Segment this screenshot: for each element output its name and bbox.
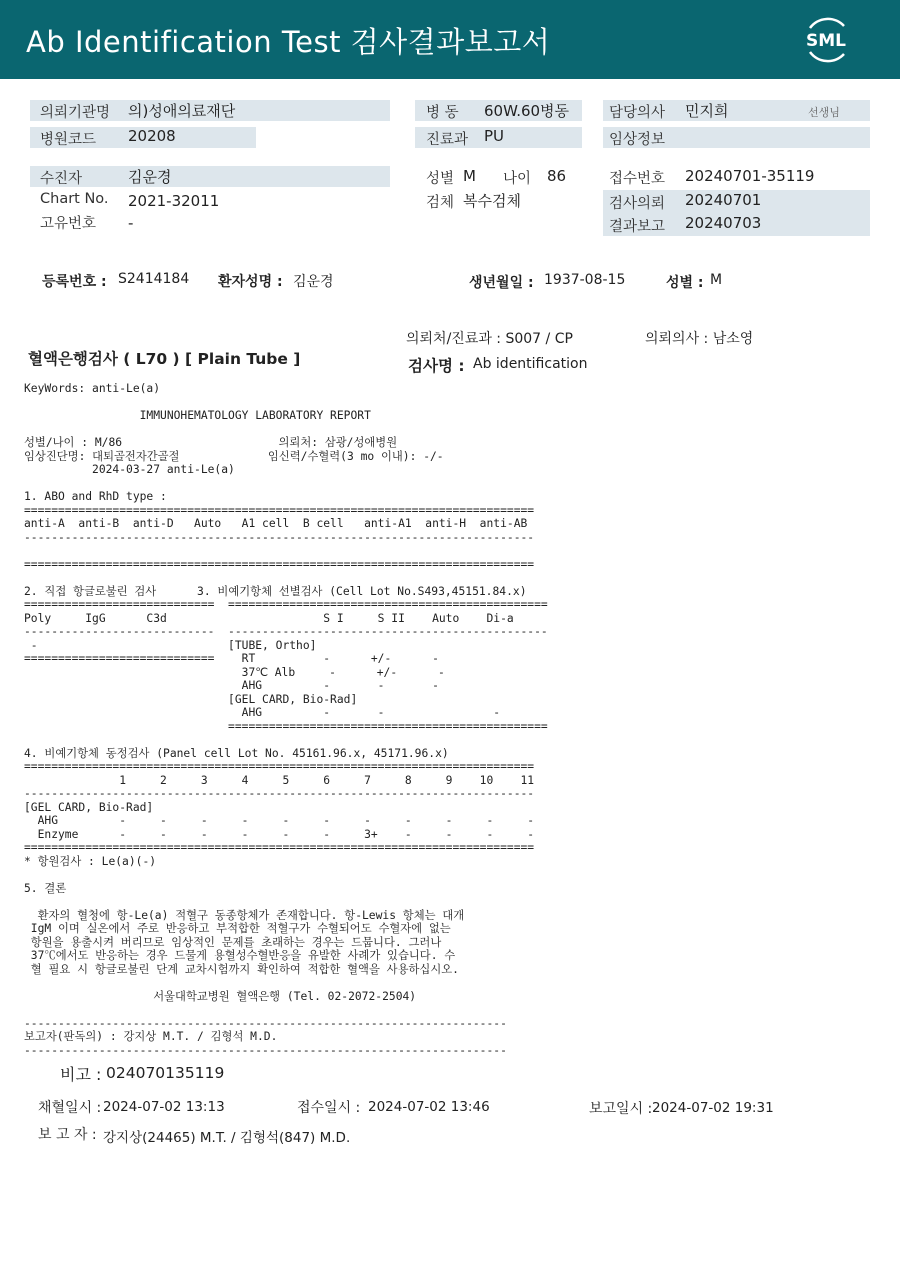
reg-label: 등록번호 : — [42, 274, 107, 290]
clinical-label: 임상정보 — [609, 132, 666, 148]
report-body: KeyWords: anti-Le(a) IMMUNOHEMATOLOGY LABORATORY REPORT 성별/나이 : M/86 의뢰처: 삼광/성애병원 임상진단명: 대퇴골전자간골절 임신력/수혈력(3 mo 이내): -/- 2024-03-27 anti-Le(a) 1. ABO and RhD type : =========================================================================== anti-A anti-B anti-D Auto A1 cell B cell anti-A1 anti-H anti-AB --------------------------------------------------------------------------- =========================================================================== 2. 직접 항글로불린 검사 3. 비예기항체 선별검사 (Cell Lot No.S493,45151.84.x) ============================ =============================================== Poly IgG C3d S I S II Auto Di-a ---------------------------- ----------------------------------------------- - [TUBE, Ortho] ============================ RT - +/- - 37℃ Alb - +/- - AHG - - - [GEL CARD, Bio-Rad] AHG - - - =============================================== 4. 비예기항체 동정검사 (Panel cell Lot No. 45161.96.x, 45171.96.x) =========================================================================== 1 2 3 4 5 6 7 8 9 10 11 --------------------------------------------------------------------------- [GEL CARD, Bio-Rad] AHG - - - - - - - - - - - Enzyme - - - - - - 3+ - - - - =========================================================================== * 항원검사 : Le(a)(-) 5. 결론 환자의 혈청에 항-Le(a) 적혈구 동종항체가 존재합니다. 항-Lewis 항체는 대개 IgM 이며 실온에서 주로 반응하고 부적합한 적혈구가 수혈되어도 수혈자에 없는 항원을 용출시켜 버리므로 임상적인 문제를 초래하는 경우는 드뭅니다. 그러나 37℃에서도 반응하는 경우 드물게 용혈성수혈반응을 유발한 사례가 있습니다. 수 혈 필요 시 항글로불린 단계 교차시험까지 확인하여 적합한 혈액을 사용하십시오. 서울대학교병원 혈액은행 (Tel. 02-2072-2504) ----------------------------------------------------------------------- 보고자(판독의) : 강지상 M.T. / 김형석 M.D. ----------------------------------------------------------------------- — [24, 382, 548, 1057]
report-value: 2024-07-02 19:31 — [652, 1100, 774, 1116]
patient-value: 김운경 — [128, 168, 172, 186]
chart-value: 2021-32011 — [128, 192, 220, 210]
ward-value: 60W.60병동 — [484, 102, 570, 120]
sex2-label: 성별 : — [666, 275, 704, 291]
doctor-suffix: 선생님 — [808, 106, 840, 119]
uid-label: 고유번호 — [40, 216, 97, 232]
note-value: 024070135119 — [106, 1064, 225, 1082]
dept-label: 진료과 — [426, 132, 469, 148]
reporter-value: 강지상(24465) M.T. / 김형석(847) M.D. — [103, 1130, 351, 1146]
sex-label: 성별 — [426, 171, 455, 187]
sml-logo — [800, 14, 852, 64]
rep-label: 결과보고 — [609, 219, 666, 235]
uid-value: - — [128, 214, 134, 232]
recv-label: 접수번호 — [609, 171, 666, 187]
dob-value: 1937-08-15 — [544, 272, 626, 288]
hospcode-label: 병원코드 — [40, 132, 97, 148]
reg-value: S2414184 — [118, 271, 190, 287]
exam-doctor-line: 의뢰의사 : 남소영 — [645, 331, 754, 347]
age-value: 86 — [547, 167, 567, 185]
org-value: 의)성애의료재단 — [128, 102, 236, 120]
org-label: 의뢰기관명 — [40, 105, 111, 121]
collect-label: 채혈일시 : — [38, 1100, 102, 1116]
report-header — [0, 0, 900, 79]
logo-text: SML — [806, 31, 846, 51]
req-label: 검사의뢰 — [609, 196, 666, 212]
name-label: 환자성명 : — [218, 274, 283, 290]
specimen-label: 검체 — [426, 195, 455, 211]
sex-value: M — [463, 167, 476, 185]
dept-value: PU — [484, 127, 505, 145]
patient-label: 수진자 — [40, 171, 83, 187]
hospcode-value: 20208 — [128, 127, 176, 145]
doctor-label: 담당의사 — [609, 105, 666, 121]
report-title: Ab Identification Test 검사결과보고서 — [26, 25, 551, 59]
exam-dept-line: 의뢰처/진료과 : S007 / CP — [406, 331, 573, 347]
chart-label: Chart No. — [40, 191, 109, 207]
name-value: 김운경 — [293, 274, 334, 290]
reporter-label: 보 고 자 : — [38, 1127, 97, 1143]
report-label: 보고일시 : — [589, 1101, 653, 1117]
recv-value: 20240701-35119 — [685, 167, 815, 185]
section-title: 혈액은행검사 ( L70 ) [ Plain Tube ] — [28, 350, 301, 368]
age-label: 나이 — [503, 171, 532, 187]
exam-name-label: 검사명 : — [408, 357, 465, 375]
rep-value: 20240703 — [685, 214, 762, 232]
ward-label: 병 동 — [426, 105, 459, 121]
patient-box — [30, 166, 390, 187]
dob-label: 생년월일 : — [469, 275, 534, 291]
collect-value: 2024-07-02 13:13 — [103, 1099, 225, 1115]
doctor-value: 민지희 — [685, 102, 729, 120]
req-value: 20240701 — [685, 191, 762, 209]
exam-name-value: Ab identification — [473, 356, 588, 372]
note-label: 비고 : — [60, 1065, 102, 1084]
receive-value: 2024-07-02 13:46 — [368, 1099, 490, 1115]
sex2-value: M — [710, 272, 723, 288]
receive-label: 접수일시 : — [297, 1100, 361, 1116]
specimen-value: 복수검체 — [463, 192, 521, 210]
